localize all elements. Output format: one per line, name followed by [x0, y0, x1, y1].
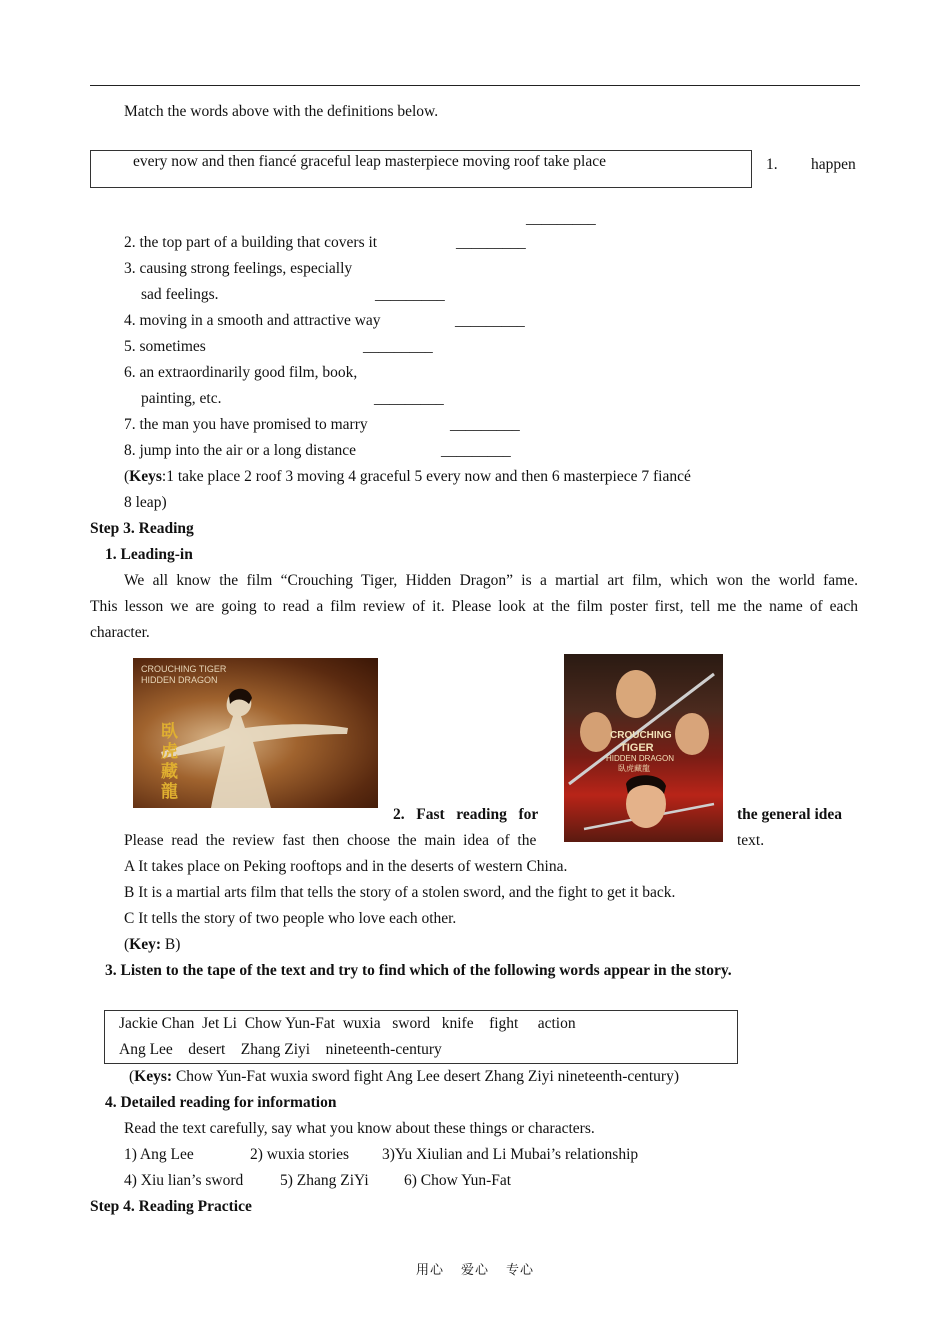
key-label: Key:	[129, 936, 162, 953]
option-b: B It is a martial arts film that tells the story of a stolen sword, and the fight to get it back.	[124, 884, 676, 901]
word-box-2-line-1: Jackie Chan Jet Li Chow Yun-Fat wuxia sword knife fight action	[119, 1015, 576, 1032]
keys-line-cont: 8 leap)	[124, 494, 167, 511]
definition-8: 8. jump into the air or a long distance	[124, 442, 357, 459]
answer-blank-4: _________	[455, 312, 525, 329]
item-relationship: 3)Yu Xiulian and Li Mubai’s relationship	[382, 1146, 639, 1163]
item-sword: 4) Xiu lian’s sword	[124, 1172, 244, 1189]
item-wuxia-stories: 2) wuxia stories	[250, 1146, 350, 1163]
leading-in-heading: 1. Leading-in	[105, 546, 193, 563]
poster-1-chinese-1: 臥	[161, 722, 178, 741]
answer-blank-2: _________	[456, 234, 526, 251]
answer-blank-1: _________	[526, 210, 596, 227]
definition-5: 5. sometimes	[124, 338, 206, 355]
definition-6-cont: painting, etc.	[141, 390, 222, 407]
keys3-text: Chow Yun-Fat wuxia sword fight Ang Lee desert Zhang Ziyi nineteenth-century)	[172, 1068, 679, 1085]
definition-6: 6. an extraordinarily good film, book,	[124, 364, 358, 381]
step3-heading: Step 3. Reading	[90, 520, 194, 537]
listen-heading: 3. Listen to the tape of the text and try to find which of the following words appear in the story.	[105, 962, 732, 979]
key-line	[124, 932, 180, 958]
detailed-reading-instruction: Read the text carefully, say what you know about these things or characters.	[124, 1120, 595, 1137]
definition-3-cont: sad feelings.	[141, 286, 219, 303]
answer-blank-5: _________	[363, 338, 433, 355]
poster-1-chinese-3: 藏	[161, 762, 178, 781]
option-a: A It takes place on Peking rooftops and in the deserts of western China.	[124, 858, 568, 875]
poster-1-chinese-4: 龍	[161, 782, 178, 801]
poster-2-title-3: HIDDEN DRAGON	[606, 754, 675, 763]
keys3-open-paren: (	[129, 1068, 135, 1085]
film-poster-1	[133, 658, 378, 808]
page-footer: 用心 爱心 专心	[415, 1262, 534, 1277]
word-box	[90, 150, 752, 188]
poster-1-chinese-2: 虎	[161, 742, 178, 761]
fast-reading-instruction: Please read the review fast then choose the main idea of the	[124, 832, 537, 849]
item-zhang-ziyi: 5) Zhang ZiYi	[280, 1172, 369, 1189]
paragraph-line-2: This lesson we are going to read a film review of it. Please look at the film poster first, tell me the name of each	[90, 598, 858, 615]
fast-reading-instruction-cont: text.	[737, 832, 765, 849]
paragraph-line-1: We all know the film “Crouching Tiger, Hidden Dragon” is a martial art film, which won the world fame.	[124, 572, 858, 589]
keys-line	[124, 464, 691, 490]
definition-1-text: happen	[811, 156, 856, 173]
film-poster-2	[564, 654, 723, 842]
paragraph-line-3: character.	[90, 624, 150, 641]
poster-2-title-2: TIGER	[620, 742, 654, 754]
definition-1-number: 1.	[766, 156, 778, 173]
item-ang-lee: 1) Ang Lee	[124, 1146, 194, 1163]
answer-blank-6: _________	[374, 390, 444, 407]
detailed-reading-heading: 4. Detailed reading for information	[105, 1094, 337, 1111]
keys-text: :1 take place 2 roof 3 moving 4 graceful 5 every now and then 6 masterpiece 7 fiancé	[161, 468, 691, 485]
answer-blank-3: _________	[375, 286, 445, 303]
key-open-paren: (	[124, 936, 130, 953]
fast-reading-heading: 2. Fast reading for	[393, 806, 539, 823]
item-chow-yun-fat: 6) Chow Yun-Fat	[404, 1172, 512, 1189]
keys-open-paren: (	[124, 468, 130, 485]
poster-1-title-1: CROUCHING TIGER	[141, 664, 227, 674]
keys-line-3	[129, 1064, 679, 1090]
option-c: C It tells the story of two people who love each other.	[124, 910, 457, 927]
word-box-2	[104, 1010, 738, 1064]
keys-label: Keys	[129, 468, 162, 485]
definition-3: 3. causing strong feelings, especially	[124, 260, 353, 277]
key-text: B)	[161, 936, 181, 953]
poster-1-title-2: HIDDEN DRAGON	[141, 675, 218, 685]
header-rule	[90, 85, 860, 86]
intro-text: Match the words above with the definitions below.	[124, 103, 439, 120]
answer-blank-7: _________	[450, 416, 520, 433]
keys3-label: Keys:	[134, 1068, 173, 1085]
poster-2-chinese: 臥虎藏龍	[618, 764, 650, 773]
word-box-text: every now and then fiancé graceful leap masterpiece moving roof take place	[133, 153, 606, 170]
definition-4: 4. moving in a smooth and attractive way	[124, 312, 381, 329]
definition-7: 7. the man you have promised to marry	[124, 416, 368, 433]
poster-2-title-1: CROUCHING	[610, 730, 672, 741]
word-box-2-line-2: Ang Lee desert Zhang Ziyi nineteenth-century	[119, 1041, 442, 1058]
answer-blank-8: _________	[441, 442, 511, 459]
definition-2: 2. the top part of a building that covers it	[124, 234, 378, 251]
step4-heading: Step 4. Reading Practice	[90, 1198, 252, 1215]
fast-reading-heading-cont: the general idea	[737, 806, 843, 823]
